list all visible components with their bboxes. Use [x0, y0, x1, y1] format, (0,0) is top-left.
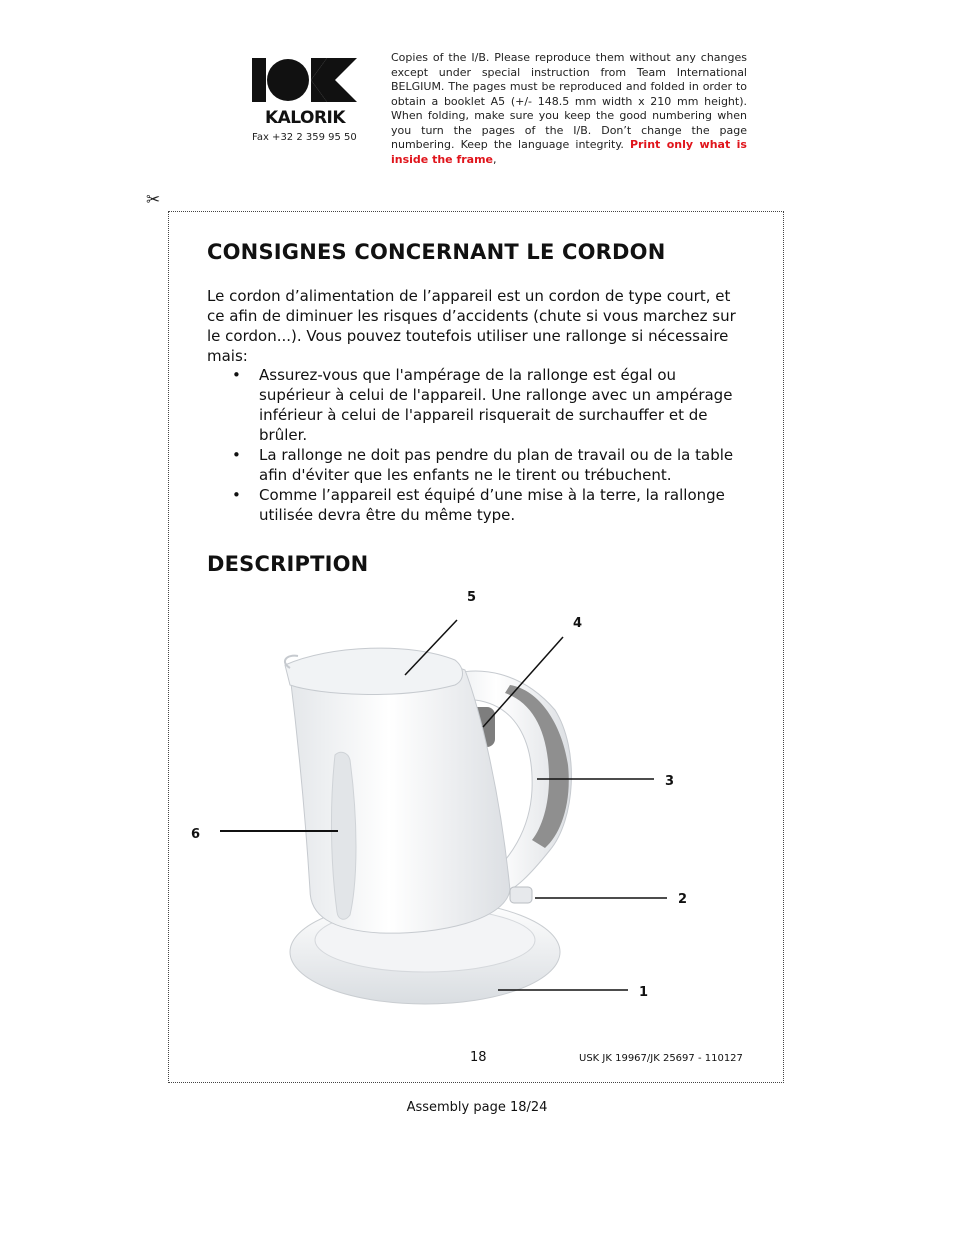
callout-label-3: 3 [665, 774, 675, 789]
callout-label-2: 2 [678, 892, 688, 907]
callout-label-5: 5 [467, 590, 477, 605]
model-reference: USK JK 19967/JK 25697 - 110127 [579, 1053, 743, 1064]
callout-label-6: 6 [191, 827, 201, 842]
page-number: 18 [470, 1050, 487, 1065]
section-title-description: DESCRIPTION [207, 552, 369, 576]
assembly-page: Assembly page 18/24 [406, 1100, 548, 1115]
fax-number: Fax +32 2 359 95 50 [252, 132, 357, 143]
print-only-highlight: Print only what is inside the frame [391, 138, 747, 166]
scissors-icon: ✂ [146, 190, 161, 210]
cordon-intro: Le cordon d’alimentation de l’appareil est un cordon de type court, et ce afin de diminuer les risques d’accidents (chute si vous marchez sur le cordon...). Vous pouvez toutefois utiliser une rallonge si nécessaire mais: [207, 287, 736, 365]
cordon-bullets [207, 365, 747, 525]
section-title-cordon: CONSIGNES CONCERNANT LE CORDON [207, 240, 666, 264]
list-item: • La rallonge ne doit pas pendre du plan de travail ou de la table afin d'éviter que les enfants ne le tirent ou trébuchent. [207, 445, 747, 485]
callout-label-4: 4 [573, 616, 583, 631]
kettle-illustration [180, 590, 700, 1034]
print-instructions: Copies of the I/B. Please reproduce them without any changes except under special instruction from Team International BELGIUM. The pages must be reproduced and folded in order to obtain a booklet A5 (+/- 148.5 mm width x 210 mm height). When folding, make sure you keep the good numbering when you turn the pages of the I/B. Don’t change the page numbering. Keep the language integrity. Print only what is inside the frame, [391, 51, 747, 166]
callout-label-1: 1 [639, 985, 649, 1000]
list-item: • Comme l’appareil est équipé d’une mise à la terre, la rallonge utilisée devra être du même type. [207, 485, 747, 525]
list-item: • Assurez-vous que l'ampérage de la rallonge est égal ou supérieur à celui de l'appareil. Une rallonge avec un ampérage inférieur à celui de l'appareil risquerait de surchauffer et de brûler. [207, 365, 747, 445]
logo-wordmark: KALORIK [264, 108, 346, 128]
kalorik-logo [249, 55, 361, 130]
